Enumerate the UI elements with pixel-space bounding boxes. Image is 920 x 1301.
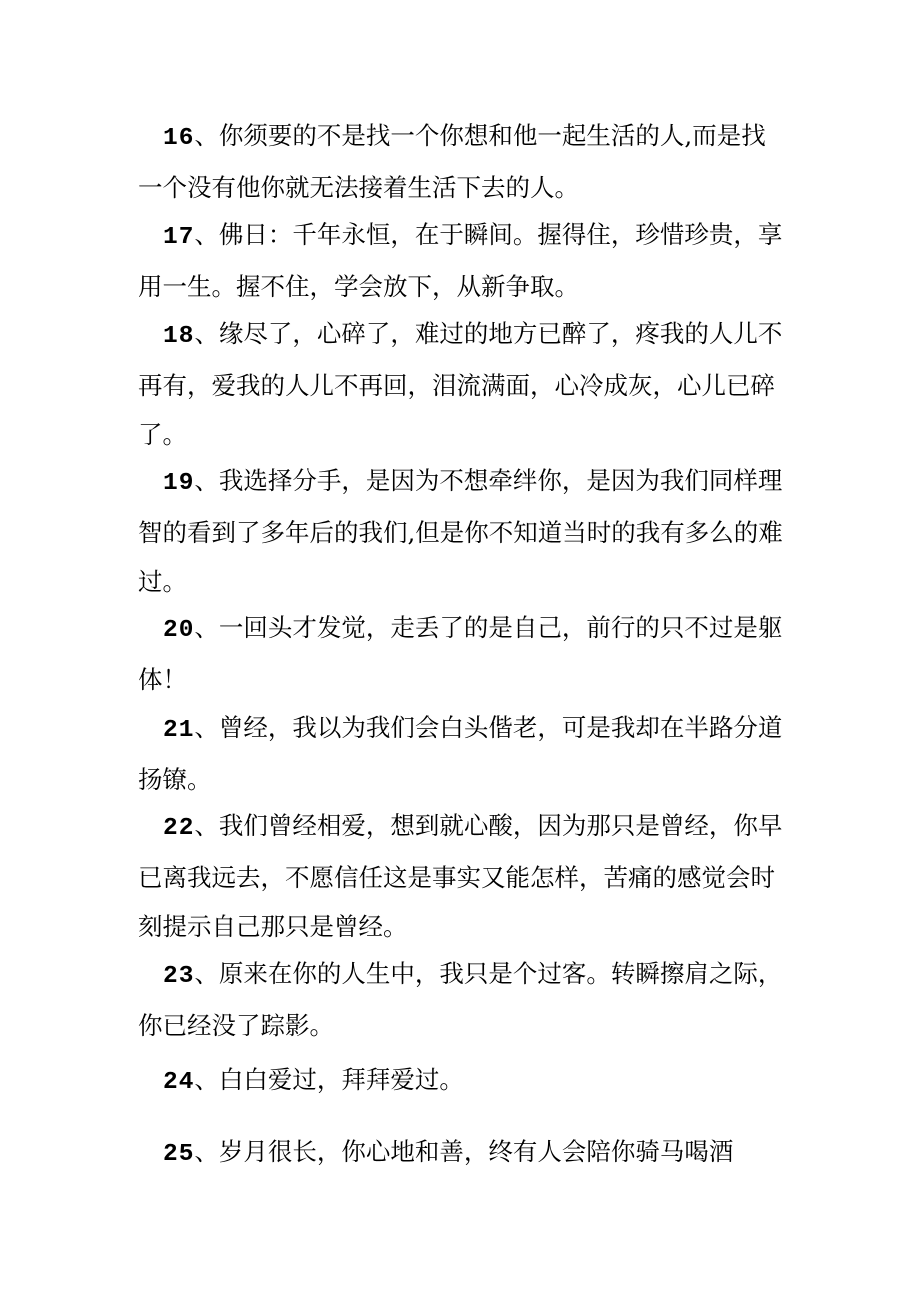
item-number: 21	[163, 717, 195, 744]
item-text: 、一回头才发觉，走丢了的是自己，前行的只不过是躯体！	[138, 613, 783, 694]
item-number: 25	[163, 1141, 195, 1168]
item-text: 、白白爱过，拜拜爱过。	[194, 1065, 464, 1094]
item-text: 、佛日：千年永恒，在于瞬间。握得住，珍惜珍贵，享用一生。握不住，学会放下，从新争取。	[138, 220, 783, 301]
paragraph-19	[138, 456, 786, 606]
item-text: 、我们曾经相爱，想到就心酸，因为那只是曾经，你早已离我远去，不愿信任这是事实又能怎样，苦痛的感觉会时刻提示自己那只是曾经。	[138, 811, 783, 941]
item-number: 19	[163, 470, 195, 497]
item-text: 、原来在你的人生中，我只是个过客。转瞬擦肩之际，你已经没了踪影。	[138, 959, 783, 1040]
item-number: 17	[163, 224, 195, 251]
paragraph-18	[138, 309, 786, 459]
item-number: 23	[163, 963, 195, 990]
item-text: 、你须要的不是找一个你想和他一起生活的人,而是找一个没有他你就无法接着生活下去的人。	[138, 121, 766, 202]
item-text: 、岁月很长，你心地和善，终有人会陪你骑马喝酒	[194, 1137, 734, 1166]
item-number: 22	[163, 815, 195, 842]
paragraph-25	[138, 1127, 786, 1179]
paragraph-20	[138, 603, 786, 704]
item-text: 、我选择分手，是因为不想牵绊你，是因为我们同样理智的看到了多年后的我们,但是你不知道当时的我有多么的难过。	[138, 466, 783, 596]
item-number: 18	[163, 323, 195, 350]
item-number: 16	[163, 125, 195, 152]
paragraph-17	[138, 210, 786, 311]
paragraph-22	[138, 801, 786, 951]
item-text: 、缘尽了，心碎了，难过的地方已醉了，疼我的人儿不再有，爱我的人儿不再回，泪流满面，心冷成灰，心儿已碎了。	[138, 319, 783, 449]
item-text: 、曾经，我以为我们会白头偕老，可是我却在半路分道扬镣。	[138, 713, 783, 794]
paragraph-21	[138, 703, 786, 804]
paragraph-23	[138, 949, 786, 1050]
paragraph-16	[138, 111, 786, 212]
item-number: 20	[163, 617, 195, 644]
item-number: 24	[163, 1069, 195, 1096]
paragraph-24	[138, 1055, 786, 1107]
